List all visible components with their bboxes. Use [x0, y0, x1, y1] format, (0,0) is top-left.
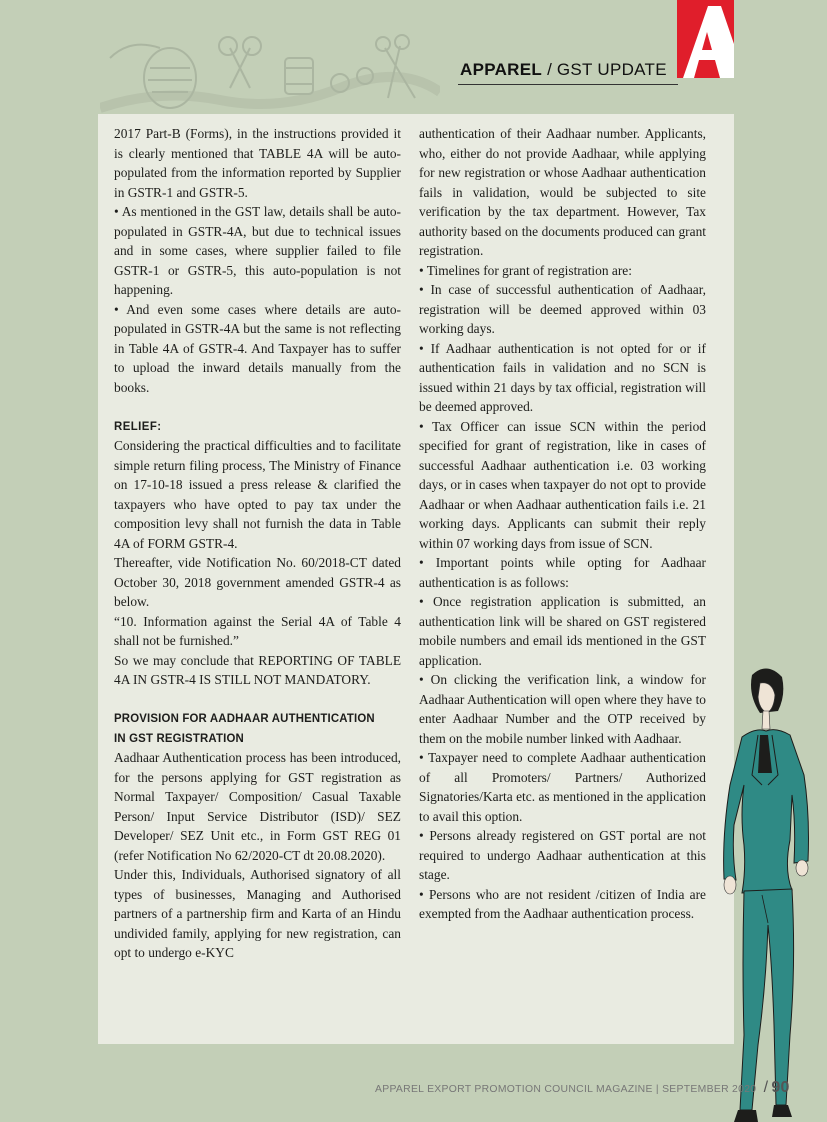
body-paragraph: • And even some cases where details are auto-populated in GSTR-4A but the same is not reflecting in Table 4A of GSTR-4. And Taxpayer has to suffer to upload the inward details manually from the books.: [114, 301, 401, 395]
footer-divider: |: [655, 1084, 659, 1095]
body-paragraph: • Once registration application is submitted, an authentication link will be shared on GST registered mobile numbers and email ids mentioned in the GST application.: [419, 594, 706, 668]
magazine-name: APPAREL EXPORT PROMOTION COUNCIL MAGAZINE: [375, 1084, 653, 1095]
topic-label: GST UPDATE: [556, 60, 667, 79]
paragraph-gap: [114, 690, 401, 710]
section-heading: RELIEF:: [114, 418, 162, 433]
magazine-logo-a-icon: [677, 0, 734, 78]
body-paragraph: Thereafter, vide Notification No. 60/2018-CT dated October 30, 2018 government amended GSTR-4 as below.: [114, 555, 401, 609]
body-paragraph: Under this, Individuals, Authorised signatory of all types of businesses, Managing and Authorised partners of a partnership firm and Karta of an Hindu undivided family, applying for new registration, can opt to undergo e-KYC: [114, 867, 401, 960]
issue-date: SEPTEMBER 2020: [662, 1084, 757, 1095]
body-paragraph: • On clicking the verification link, a window for Aadhaar Authentication will open where they have to enter Aadhaar Number and the OTP received by them on the mobile number linked with Aadhaar.: [419, 672, 706, 746]
body-paragraph: So we may conclude that REPORTING OF TABLE 4A IN GSTR-4 IS STILL NOT MANDATORY.: [114, 652, 401, 687]
footer-slash: /: [763, 1079, 769, 1096]
section-heading: PROVISION FOR AADHAAR AUTHENTICATION IN GST REGISTRATION: [114, 711, 375, 745]
page-footer: [375, 1079, 790, 1097]
body-paragraph: • If Aadhaar authentication is not opted for or if authentication fails in validation and no SCN is issued within 21 days by tax official, registration will be deemed approved.: [419, 340, 706, 414]
section-label: APPAREL: [460, 60, 543, 79]
header-rule: [458, 84, 678, 85]
body-paragraph: • Persons already registered on GST portal are not required to undergo Aadhaar authentication at this stage.: [419, 828, 706, 882]
article-column-left: [114, 124, 401, 963]
page-number: 90: [771, 1079, 790, 1096]
body-paragraph: • Persons who are not resident /citizen of India are exempted from the Aadhaar authentication process.: [419, 886, 706, 921]
header-separator: /: [547, 60, 552, 79]
magazine-logo: [677, 0, 734, 78]
sewing-tools-illustration: [100, 28, 440, 116]
body-paragraph: • Taxpayer need to complete Aadhaar authentication of all Promoters/ Partners/ Authorized Signatories/Karta etc. as mentioned in the application to avail this option.: [419, 750, 706, 824]
fashion-model-illustration: [712, 665, 827, 1122]
paragraph-gap: [114, 397, 401, 417]
body-paragraph: • As mentioned in the GST law, details shall be auto-populated in GSTR-4A, but due to technical issues and in some cases, where supplier failed to file GSTR-1 or GSTR-5, this auto-population is not happening.: [114, 204, 401, 297]
body-paragraph: • Tax Officer can issue SCN within the period specified for grant of registration, like in cases of successful Aadhaar authentication i.e. 03 working days, or in cases when taxpayer do not opt to provide Aadhaar or when Aadhaar authentication fails i.e. 21 working days. Applicants can submit their reply within 07 working days from issue of SCN.: [419, 418, 706, 551]
body-paragraph: • Timelines for grant of registration are:: [419, 262, 632, 278]
body-paragraph: 2017 Part-B (Forms), in the instructions provided it is clearly mentioned that TABLE 4A will be auto-populated from the information reported by Supplier in GSTR-1 and GSTR-5.: [114, 126, 401, 200]
article-column-right: [419, 124, 706, 924]
body-paragraph: Aadhaar Authentication process has been introduced, for the persons applying for GST registration as Normal Taxpayer/ Composition/ Casual Taxable Person/ Input Service Distributor (ISD)/ SEZ Developer/ SEZ Unit etc., in Form GST REG 01 (refer Notification No 62/2020-CT dt 20.08.2020).: [114, 750, 401, 863]
body-paragraph: authentication of their Aadhaar number. Applicants, who, either do not provide Aadhaar, while applying for new registration or whose Aadhaar authentication fails in validation, would be subjected to site verification by the tax department. However, Tax authority based on the documents produced can grant registration.: [419, 126, 706, 258]
body-paragraph: “10. Information against the Serial 4A of Table 4 shall not be furnished.”: [114, 613, 401, 648]
body-paragraph: Considering the practical difficulties and to facilitate simple return filing process, The Ministry of Finance on 17-10-18 issued a press release & clarified the taxpayers who have opted to pay tax under the composition levy shall not furnish the data in Table 4A of FORM GSTR-4.: [114, 438, 401, 551]
body-paragraph: • In case of successful authentication of Aadhaar, registration will be deemed approved within 03 working days.: [419, 282, 706, 336]
page-header: [460, 60, 675, 84]
body-paragraph: • Important points while opting for Aadhaar authentication is as follows:: [419, 555, 706, 590]
